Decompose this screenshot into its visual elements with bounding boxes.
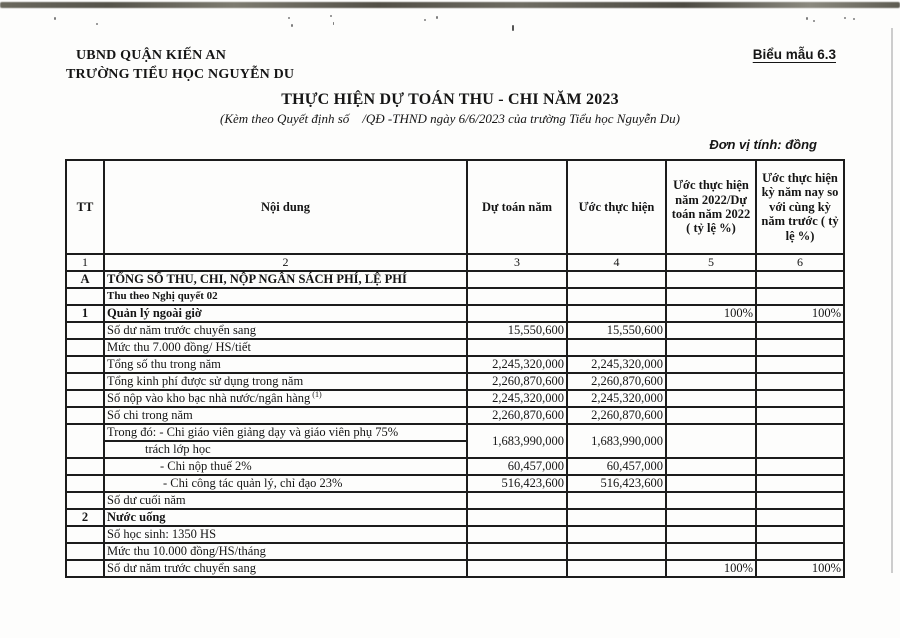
cell-ratio-yoy: 100% <box>756 305 844 322</box>
col-header-tt: TT <box>66 160 104 254</box>
cell-noi-dung: Trong đó: - Chi giáo viên giảng dạy và giáo viên phụ 75% <box>104 424 467 441</box>
cell-tt <box>66 322 104 339</box>
cell-tt <box>66 407 104 424</box>
cell-du-toan-nam: 15,550,600 <box>467 322 567 339</box>
cell-ratio-yoy <box>756 407 844 424</box>
table-row <box>66 390 844 407</box>
budget-table-body <box>66 254 844 577</box>
cell-noi-dung: Quản lý ngoài giờ <box>104 305 467 322</box>
column-number-cell: 5 <box>666 254 756 271</box>
cell-ratio-2022 <box>666 356 756 373</box>
table-row <box>66 509 844 526</box>
cell-tt <box>66 543 104 560</box>
cell-du-toan-nam <box>467 543 567 560</box>
scan-speck <box>54 17 56 20</box>
cell-ratio-2022: 100% <box>666 305 756 322</box>
table-row <box>66 458 844 475</box>
column-number-cell: 1 <box>66 254 104 271</box>
cell-tt <box>66 560 104 577</box>
scan-speck <box>844 17 846 19</box>
cell-noi-dung: Mức thu 7.000 đồng/ HS/tiết <box>104 339 467 356</box>
table-row <box>66 424 844 441</box>
cell-noi-dung: Số nộp vào kho bạc nhà nước/ngân hàng $^{(1)}$ <box>104 390 467 407</box>
table-row <box>66 543 844 560</box>
cell-uoc-thuc-hien <box>567 339 666 356</box>
cell-ratio-yoy <box>756 475 844 492</box>
cell-tt <box>66 288 104 305</box>
col-header-uoc-thuc-hien: Ước thực hiện <box>567 160 666 254</box>
table-row <box>66 322 844 339</box>
cell-ratio-2022 <box>666 424 756 458</box>
cell-uoc-thuc-hien: 15,550,600 <box>567 322 666 339</box>
cell-tt <box>66 475 104 492</box>
currency-unit-note: Đơn vị tính: đồng <box>709 137 817 152</box>
cell-ratio-2022 <box>666 373 756 390</box>
cell-tt <box>66 356 104 373</box>
cell-uoc-thuc-hien: 1,683,990,000 <box>567 424 666 458</box>
document-title: THỰC HIỆN DỰ TOÁN THU - CHI NĂM 2023 <box>281 91 619 108</box>
cell-uoc-thuc-hien <box>567 509 666 526</box>
cell-tt: 2 <box>66 509 104 526</box>
cell-tt <box>66 492 104 509</box>
cell-noi-dung: Số dư năm trước chuyển sang <box>104 322 467 339</box>
scan-speck <box>813 20 815 22</box>
scan-speck <box>291 24 293 27</box>
cell-ratio-2022 <box>666 475 756 492</box>
cell-noi-dung: Số dư cuối năm <box>104 492 467 509</box>
footnote-ref: (1) <box>310 390 322 400</box>
cell-uoc-thuc-hien: 516,423,600 <box>567 475 666 492</box>
cell-du-toan-nam: 2,245,320,000 <box>467 356 567 373</box>
cell-uoc-thuc-hien <box>567 288 666 305</box>
scan-top-edge <box>0 2 900 8</box>
cell-tt <box>66 373 104 390</box>
cell-du-toan-nam <box>467 305 567 322</box>
table-row <box>66 475 844 492</box>
cell-noi-dung: - Chi công tác quản lý, chỉ đạo 23% <box>104 475 467 492</box>
cell-du-toan-nam <box>467 509 567 526</box>
cell-uoc-thuc-hien <box>567 271 666 288</box>
cell-noi-dung: Số học sinh: 1350 HS <box>104 526 467 543</box>
cell-du-toan-nam: 2,260,870,600 <box>467 373 567 390</box>
cell-tt <box>66 526 104 543</box>
table-row <box>66 356 844 373</box>
table-row <box>66 526 844 543</box>
cell-noi-dung: Nước uống <box>104 509 467 526</box>
cell-tt: A <box>66 271 104 288</box>
cell-ratio-yoy <box>756 492 844 509</box>
cell-uoc-thuc-hien: 60,457,000 <box>567 458 666 475</box>
cell-ratio-yoy <box>756 288 844 305</box>
scan-speck <box>806 17 808 20</box>
cell-ratio-2022 <box>666 509 756 526</box>
column-number-cell: 4 <box>567 254 666 271</box>
cell-noi-dung: Số chi trong năm <box>104 407 467 424</box>
cell-ratio-2022: 100% <box>666 560 756 577</box>
table-row <box>66 492 844 509</box>
cell-tt <box>66 390 104 407</box>
cell-ratio-yoy: 100% <box>756 560 844 577</box>
table-row <box>66 271 844 288</box>
column-number-cell: 6 <box>756 254 844 271</box>
cell-du-toan-nam: 2,260,870,600 <box>467 407 567 424</box>
table-header-row <box>66 160 844 254</box>
column-number-cell: 3 <box>467 254 567 271</box>
cell-ratio-2022 <box>666 288 756 305</box>
cell-du-toan-nam <box>467 492 567 509</box>
cell-ratio-2022 <box>666 322 756 339</box>
cell-noi-dung: Thu theo Nghị quyết 02 <box>104 288 467 305</box>
table-row <box>66 288 844 305</box>
cell-uoc-thuc-hien <box>567 305 666 322</box>
scan-speck <box>424 19 426 21</box>
table-row <box>66 560 844 577</box>
org-name-line2: TRƯỜNG TIỂU HỌC NGUYỄN DU <box>66 67 295 82</box>
scan-speck <box>853 18 855 20</box>
cell-du-toan-nam: 2,245,320,000 <box>467 390 567 407</box>
table-row <box>66 373 844 390</box>
cell-ratio-2022 <box>666 543 756 560</box>
cell-uoc-thuc-hien <box>567 492 666 509</box>
cell-du-toan-nam <box>467 339 567 356</box>
cell-ratio-2022 <box>666 492 756 509</box>
cell-tt <box>66 458 104 475</box>
cell-noi-dung: Mức thu 10.000 đồng/HS/tháng <box>104 543 467 560</box>
column-number-row <box>66 254 844 271</box>
cell-ratio-2022 <box>666 526 756 543</box>
cell-noi-dung: - Chi nộp thuế 2% <box>104 458 467 475</box>
table-row <box>66 407 844 424</box>
cell-ratio-2022 <box>666 390 756 407</box>
cell-tt <box>66 424 104 458</box>
cell-uoc-thuc-hien: 2,245,320,000 <box>567 356 666 373</box>
cell-ratio-2022 <box>666 339 756 356</box>
cell-du-toan-nam <box>467 288 567 305</box>
cell-ratio-yoy <box>756 339 844 356</box>
scan-speck <box>333 22 334 25</box>
col-header-du-toan-nam: Dự toán năm <box>467 160 567 254</box>
cell-uoc-thuc-hien: 2,260,870,600 <box>567 373 666 390</box>
cell-ratio-yoy <box>756 356 844 373</box>
cell-uoc-thuc-hien: 2,260,870,600 <box>567 407 666 424</box>
scan-speck <box>96 23 98 25</box>
cell-noi-dung: Tổng số thu trong năm <box>104 356 467 373</box>
document-subtitle: (Kèm theo Quyết định số /QĐ -THND ngày 6/6/2023 của trường Tiểu học Nguyễn Du) <box>220 111 680 126</box>
scan-speck <box>512 25 514 31</box>
cell-noi-dung: TỔNG SỐ THU, CHI, NỘP NGÂN SÁCH PHÍ, LỆ PHÍ <box>104 271 467 288</box>
cell-tt: 1 <box>66 305 104 322</box>
letterhead <box>66 46 294 84</box>
cell-ratio-yoy <box>756 458 844 475</box>
col-header-ratio-2022: Ước thực hiện năm 2022/Dự toán năm 2022 ( tỷ lệ %) <box>666 160 756 254</box>
budget-table <box>65 159 845 578</box>
cell-ratio-yoy <box>756 526 844 543</box>
scan-speck <box>288 17 290 19</box>
form-number-label: Biểu mẫu 6.3 <box>752 47 836 62</box>
cell-uoc-thuc-hien: 2,245,320,000 <box>567 390 666 407</box>
cell-ratio-2022 <box>666 271 756 288</box>
cell-ratio-yoy <box>756 543 844 560</box>
cell-ratio-yoy <box>756 424 844 458</box>
org-name-line1: UBND QUẬN KIẾN AN <box>76 48 227 63</box>
cell-ratio-yoy <box>756 373 844 390</box>
cell-du-toan-nam <box>467 526 567 543</box>
cell-du-toan-nam: 60,457,000 <box>467 458 567 475</box>
col-header-ratio-yoy: Ước thực hiện kỳ năm nay so với cùng kỳ năm trước ( tỷ lệ %) <box>756 160 844 254</box>
cell-ratio-yoy <box>756 509 844 526</box>
cell-du-toan-nam <box>467 560 567 577</box>
cell-uoc-thuc-hien <box>567 560 666 577</box>
cell-ratio-2022 <box>666 407 756 424</box>
scan-right-edge-line <box>891 28 893 573</box>
cell-ratio-yoy <box>756 271 844 288</box>
cell-du-toan-nam <box>467 271 567 288</box>
scan-speck <box>436 16 438 19</box>
cell-uoc-thuc-hien <box>567 526 666 543</box>
cell-uoc-thuc-hien <box>567 543 666 560</box>
cell-du-toan-nam: 1,683,990,000 <box>467 424 567 458</box>
cell-ratio-yoy <box>756 390 844 407</box>
cell-noi-dung-continued: trách lớp học <box>104 441 467 458</box>
column-number-cell: 2 <box>104 254 467 271</box>
table-row <box>66 305 844 322</box>
cell-noi-dung: Tổng kinh phí được sử dụng trong năm <box>104 373 467 390</box>
scan-speck <box>330 15 332 17</box>
cell-ratio-yoy <box>756 322 844 339</box>
cell-ratio-2022 <box>666 458 756 475</box>
table-row <box>66 339 844 356</box>
cell-du-toan-nam: 516,423,600 <box>467 475 567 492</box>
col-header-noi-dung: Nội dung <box>104 160 467 254</box>
cell-tt <box>66 339 104 356</box>
cell-noi-dung: Số dư năm trước chuyển sang <box>104 560 467 577</box>
